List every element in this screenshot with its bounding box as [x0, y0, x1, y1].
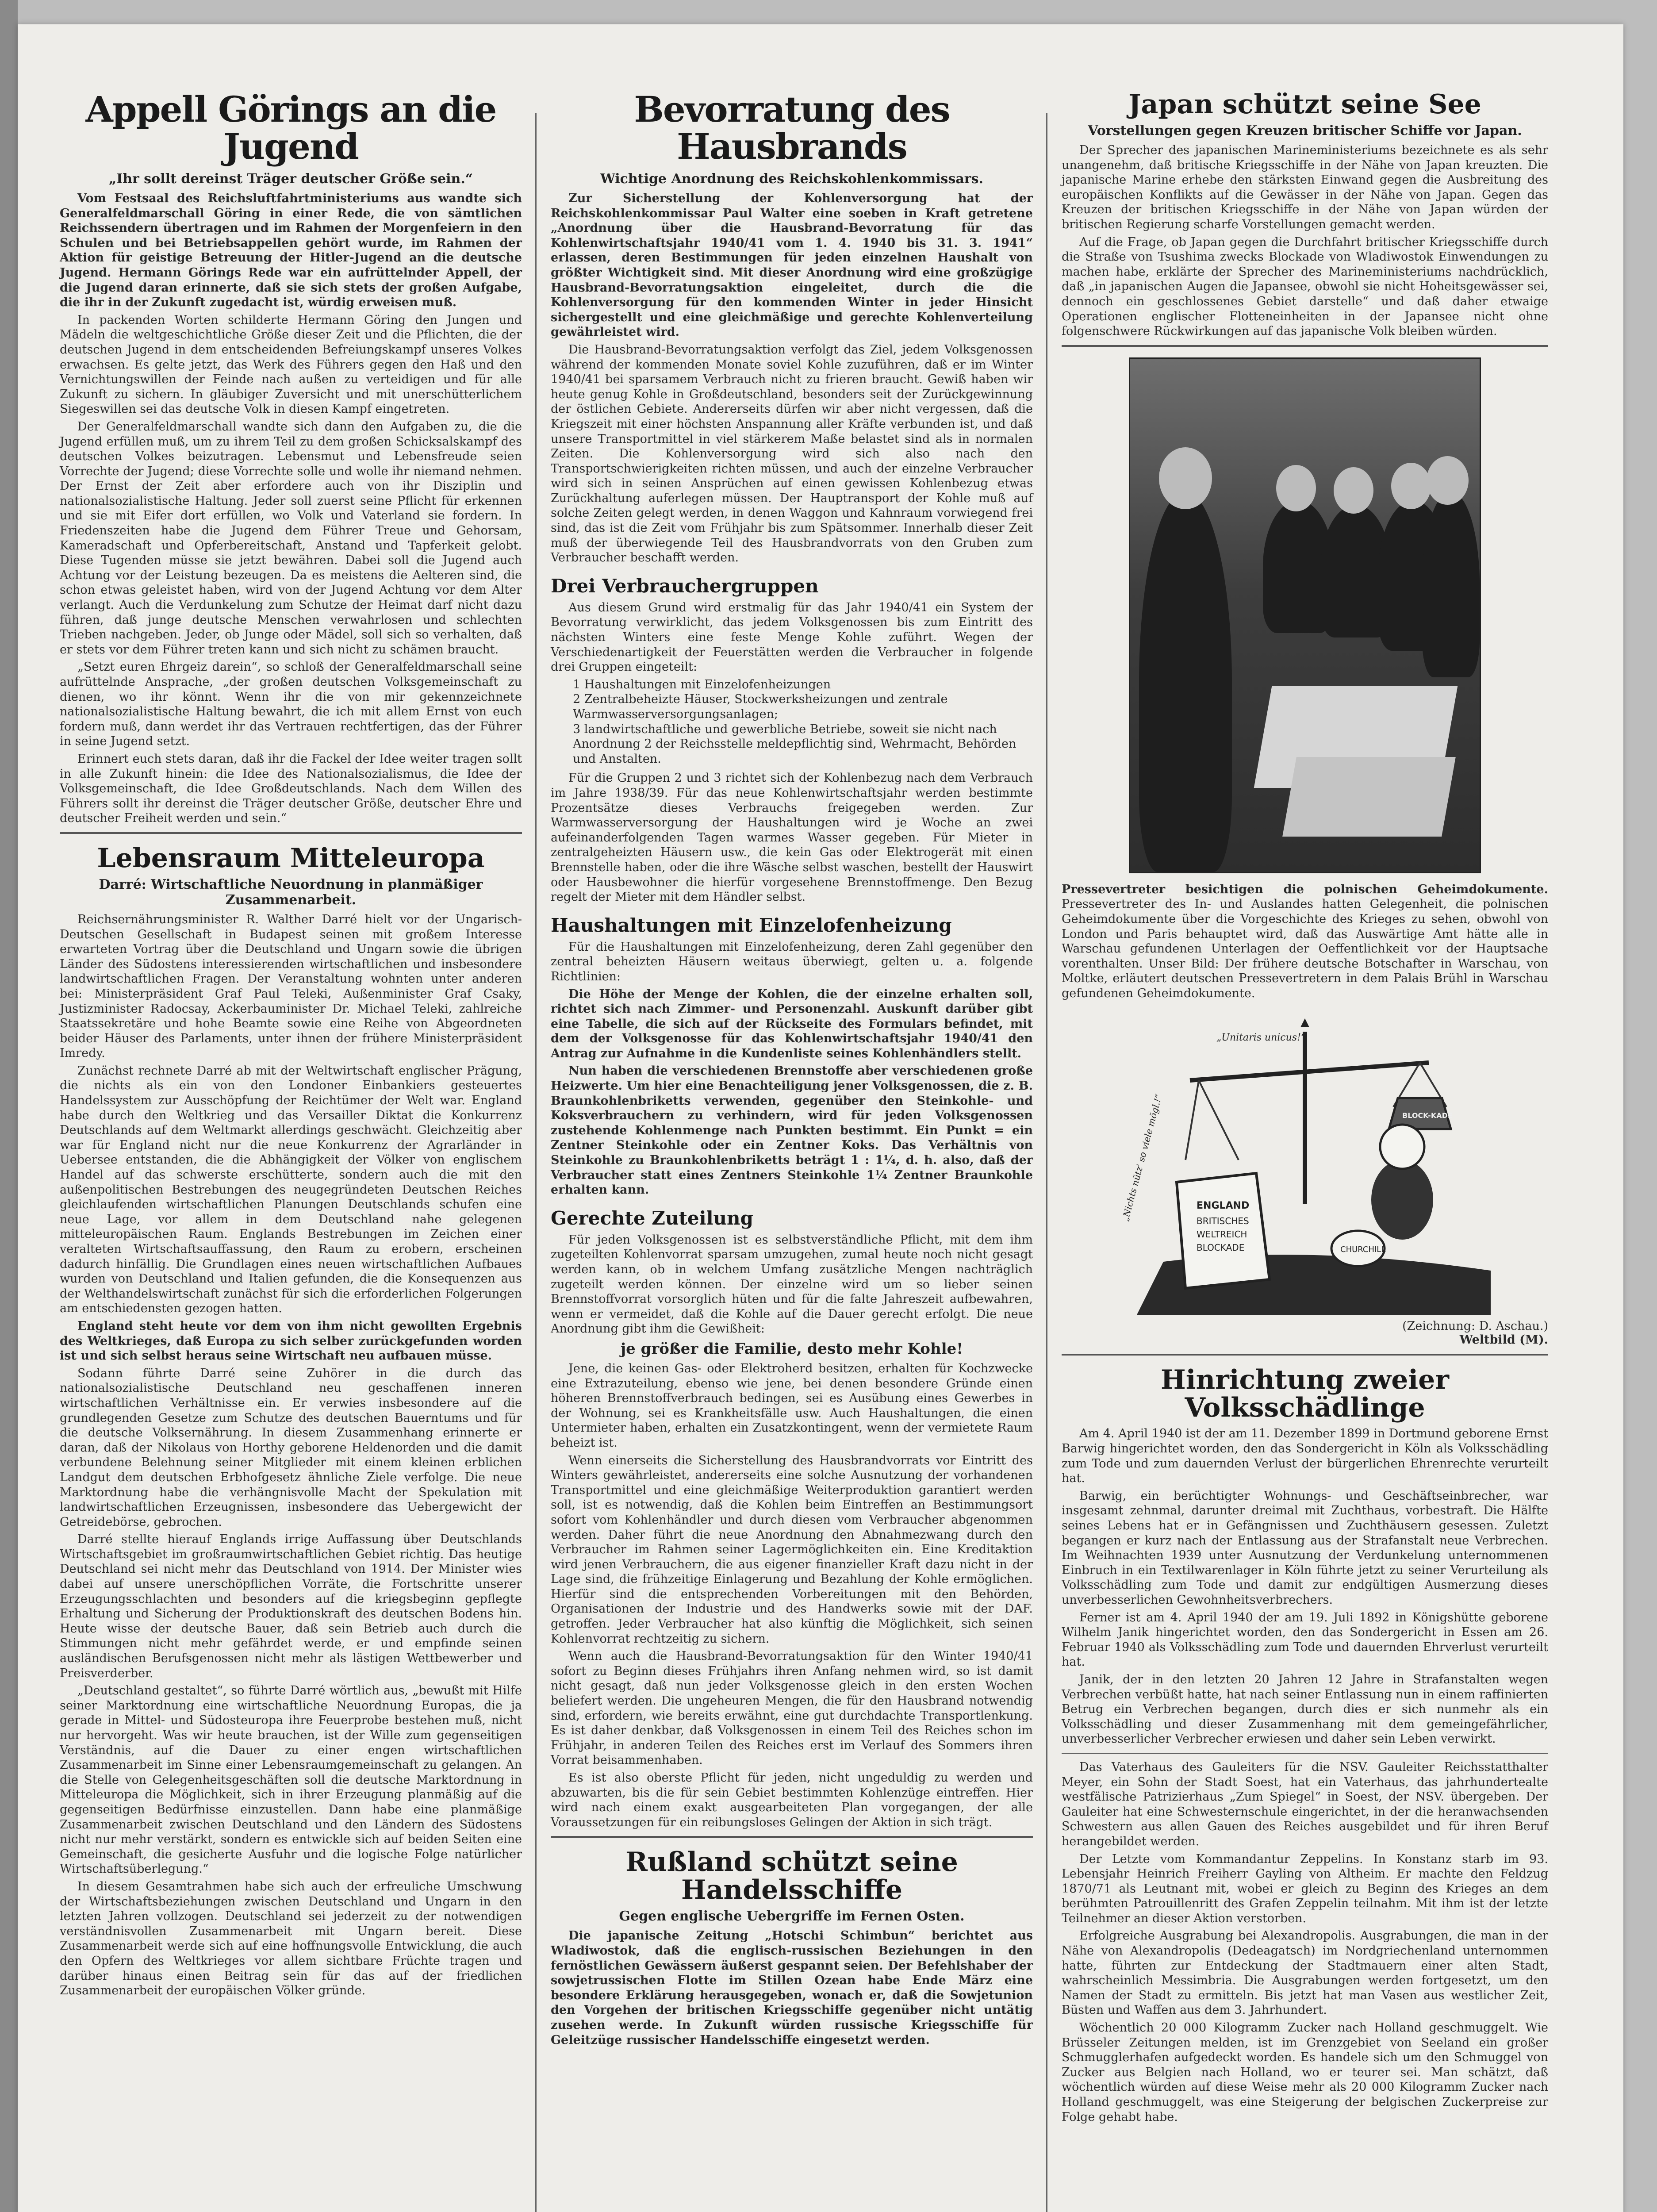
paragraph: Darré stellte hierauf Englands irrige Auffassung über Deutschlands Wirtschaftsgebiet im großraumwirtschaftlichen Gebiet richtig. Das heutige Deutschland sei nicht mehr das Deutschland von 1914. Der Minister wies dabei auf unsere unerschöpflichen Vorräte, die Fortschritte unserer Erzeugungsschlachten und besonders auf die kriegsbeginn gepflegte Erhaltung und Sicherung der Produktionskraft des deutschen Bodens hin. Heute wisse der deutsche Bauer, daß sein Betrieb auch durch die Stimmungen nicht mehr gefährdet werde, er und empfinde seinen ausländischen Berufsgenossen nicht mehr als lästigen Wettbewerber und Preisverderber.	[60, 1532, 522, 1680]
paragraph: Der Generalfeldmarschall wandte sich dann den Aufgaben zu, die die Jugend erfüllen muß, um zu ihrem Teil zu dem großen Schicksalskampf des deutschen Volkes beizutragen. Lebensmut und Lebensfreude seien Vorrechte der Jugend; diese Vorrechte solle und wolle ihr niemand nehmen. Der Ernst der Zeit aber erfordere auch von ihr Disziplin und nationalsozialistische Haltung. Jeder soll zuerst seine Pflicht für erkennen und sie mit Eifer dort erfüllen, wo Volk und Vaterland sie fordern. In Friedenszeiten habe die Jugend dem Führer Treue und Gehorsam, Kameradschaft und Opferbereitschaft, Anstand und Tapferkeit gelobt. Diese Tugenden müsse sie jetzt bewähren. Dabei soll die Jugend auch Achtung vor der Leistung bezeugen. Da es meistens die Aelteren sind, die schon etwas geleistet haben, wird von der Jugend Achtung vor dem Alter verlangt. Auch die Verdunkelung zum Schutze der Heimat darf nicht dazu führen, daß junge deutsche Menschen verwahrlosen und schlechten Trieben nachgeben. Jeder, ob Junge oder Mädel, soll sich so verhalten, daß er stets vor dem Führer treten kann und sich nicht zu schämen braucht.	[60, 419, 522, 657]
paragraph: In packenden Worten schilderte Hermann Göring den Jungen und Mädeln die weltgeschichtliche Größe dieser Zeit und die Pflichten, die der deutschen Jugend in dem entscheidenden Befreiungskampf unseres Volkes erwachsen. Es gelte jetzt, das Werk des Führers gegen den Haß und den Vernichtungswillen der Feinde nach außen zu verteidigen und für alle Zukunft zu sichern. In gläubiger Zuversicht und mit unerschütterlichem Siegeswillen sei das deutsche Volk in diesen Kampf eingetreten.	[60, 313, 522, 416]
headline-goering: Appell Görings an die Jugend	[85, 88, 496, 167]
column-left	[60, 88, 522, 2001]
paragraph: Erinnert euch stets daran, daß ihr die Fackel der Idee weiter tragen sollt in alle Zukunft hinein: die Idee des Nationalsozialismus, die Idee der Volksgemeinschaft, die Idee Großdeutschlands. Nach dem Willen des Führers sollt ihr dereinst die Träger deutscher Größe, deutscher Ehre und deutscher Freiheit werden und sein.“	[60, 752, 522, 826]
cartoon-box-label: BLOCKADE	[1197, 1242, 1245, 1253]
paragraph: Die Höhe der Menge der Kohlen, die der einzelne erhalten soll, richtet sich nach Zimmer- und Personenzahl. Auskunft darüber gibt eine Tabelle, die sich auf der Rückseite des Formulars befindet, mit dem der Volksgenosse für das Kohlenwirtschaftsjahr 1940/41 den Antrag zur Aufnahme in die Kundenliste seines Kohlenhändlers stellt.	[551, 987, 1033, 1060]
cartoon-box-label: WELTREICH	[1197, 1229, 1247, 1240]
list-item: 2 Zentralbeheizte Häuser, Stockwerksheizungen und zentrale Warmwasserversorgungsanlagen;	[573, 692, 948, 721]
person-head	[1276, 465, 1316, 511]
section-rule	[551, 1836, 1033, 1838]
cartoon-drawing	[1110, 1014, 1500, 1315]
cartoon-box-label: BRITISCHES	[1197, 1216, 1249, 1227]
cartoon-figure-label: CHURCHILL	[1340, 1245, 1386, 1255]
section-rule	[1062, 1354, 1548, 1356]
headline-japan: Japan schützt seine See	[1128, 89, 1481, 120]
paragraph: Sodann führte Darré seine Zuhörer in die durch das nationalsozialistische Deutschland neu geschaffenen inneren wirtschaftlichen Verhältnisse ein. Er verwies insbesondere auf die grundlegenden Gesetze zum Schutze des deutschen Bauerntums und für die deutsche Volksernährung. In diesem Zusammenhang erinnerte er daran, daß der Nikolaus von Horthy geborene Heldenorden und die damit verbundene Belehnung seiner Mitglieder mit einem kleinen erblichen Landgut dem deutschen Erbhofgesetz ähnliche Ziele verfolge. Die neue Marktordnung habe die verhängnisvolle Macht der Spekulation mit landwirtschaftlichen Erzeugnissen, insbesondere das Uebergewicht der Getreidebörse, gebrochen.	[60, 1366, 522, 1529]
paragraph: Barwig, ein berüchtigter Wohnungs- und Geschäftseinbrecher, war insgesamt zehnmal, darunter dreimal mit Zuchthaus, vorbestraft. Die Hälfte seines Lebens hat er in Gefängnissen und Zuchthäusern gesessen. Zuletzt begangen er kurz nach der Entlassung aus der Strafanstalt neue Verbrechen. Im Weihnachten 1939 unter Ausnutzung der Verdunkelung unternommenen Einbruch in ein Textilwarenlager in Köln führte jetzt zu seiner Verurteilung als Volksschädling zum Tode und damit zur endgültigen Ausmerzung dieses unverbesserlichen Gewohnheitsverbrechers.	[1062, 1489, 1548, 1607]
news-item: Wöchentlich 20 000 Kilogramm Zucker nach Holland geschmuggelt. Wie Brüsseler Zeitungen melden, ist im Grenzgebiet von Seeland ein großer Schmugglerhafen aufgedeckt worden. Es handele sich um den Schmuggel von Zucker aus Belgien nach Holland, wo er teurer sei. Man schätzt, daß wöchentlich würden auf diese Weise mehr als 20 000 Kilogramm Zucker nach Holland geschmuggelt, was eine Steigerung der belgischen Zuckerpreise zur Folge gehabt habe.	[1062, 2021, 1548, 2124]
document-pile	[1282, 757, 1456, 837]
section-heading: Haushaltungen mit Einzelofenheizung	[551, 914, 952, 936]
subheadline-goering: „Ihr sollt dereinst Träger deutscher Größe sein.“	[108, 171, 473, 187]
slogan: je größer die Familie, desto mehr Kohle!	[620, 1340, 963, 1358]
paragraph: „Setzt euren Ehrgeiz darein“, so schloß der Generalfeldmarschall seine aufrüttelnde Ansprache, „der großen deutschen Volksgemeinschaft zu dienen, wo ihr könnt. Wenn ihr die von mir gekennzeichnete nationalsozialistische Haltung bewahrt, die ich mit allem Ernst von euch fordern muß, dann werdet ihr das Vertrauen rechtfertigen, das der Führer in seine Jugend setzt.	[60, 660, 522, 749]
cartoon-credit-agency: Weltbild (M).	[1459, 1333, 1548, 1347]
paragraph: Zur Sicherstellung der Kohlenversorgung hat der Reichskohlenkommissar Paul Walter eine soeben in Kraft getretene „Anordnung über die Hausbrand-Bevorratung für das Kohlenwirtschaftsjahr 1940/41 vom 1. 4. 1940 bis 31. 3. 1941“ erlassen, deren Bestimmungen für jeden einzelnen Haushalt von größter Wichtigkeit sind. Mit dieser Anordnung wird eine großzügige Hausbrand-Bevorratungsaktion eingeleitet, durch die die Kohlenversorgung für den kommenden Winter in jeder Hinsicht sichergestellt und eine gleichmäßige und gerechte Kohlenverteilung gewährleistet wird.	[551, 192, 1033, 339]
paragraph: Jene, die keinen Gas- oder Elektroherd besitzen, erhalten für Kochzwecke eine Extrazuteilung, ebenso wie jene, bei denen besondere Gründe einen höheren Brennstoffverbrauch bedingen, sei es Ausübung eines Gewerbes in der Wohnung, sei es Krankheitsfälle usw. Auch Haushaltungen, die einen Untermieter haben, erhalten ein Zusatzkontingent, wenn der vermietete Raum beheizt ist.	[551, 1361, 1033, 1450]
column-right	[1062, 91, 1548, 2127]
paragraph: England steht heute vor dem von ihm nicht gewollten Ergebnis des Weltkrieges, daß Europa zu sich selber zurückgefunden worden ist und sich selbst heraus seine Wirtschaft neu aufbauen müsse.	[60, 1319, 522, 1363]
subheadline-hausbrand: Wichtige Anordnung des Reichskohlenkommissars.	[600, 171, 983, 187]
cartoon-credit-artist: (Zeichnung: D. Aschau.)	[1402, 1319, 1548, 1333]
cartoon-caption-top: „Unitaris unicus!“	[1216, 1032, 1306, 1044]
photo-caption-text: Pressevertreter des In- und Auslandes hatten Gelegenheit, die polnischen Geheimdokumente über die Vorgeschichte des Krieges zu sehen, obwohl von London und Paris behauptet wird, daß das Auswärtige Amt hätte alle in Warschau gefundenen Unterlagen der Oeffentlichkeit vor der Hauptsache vorenthalten. Unser Bild: Der frühere deutsche Botschafter in Warschau, von Moltke, erläutert deutschen Pressevertretern in dem Palais Brühl in Warschau gefundenen Geheimdokumente.	[1062, 897, 1548, 1000]
paragraph: Zunächst rechnete Darré ab mit der Weltwirtschaft englischer Prägung, die nichts als ein von den Londoner Einbankiers gesteuertes Handelssystem zur Ausschöpfung der Reichtümer der Welt war. England habe durch den Weltkrieg und das Versailler Diktat die Konkurrenz Deutschlands auf dem Weltmarkt allerdings geschwächt. Gleichzeitig aber war für England nicht nur die neue Konkurrenz der Agrarländer in Uebersee entstanden, die die Abhängigkeit der Völker von englischem Handel auf das schwerste erschütterte, sondern auch die mit den außenpolitischen Bestrebungen des neugegründeten Deutschen Reiches gleichlaufenden wirtschaftlichen Planungen Deutschlands schufen eine neue Lage, vor allem in dem Deutschland nahe gelegenen mitteleuropäischen Raum. Englands Bestrebungen im Zeichen einer veralteten Wirtschaftsauffassung, den Raum zu erobern, erscheinen dadurch hinfällig. Die Grundlagen eines neuen wirtschaftlichen Aufbaues wurden von Deutschland und Italien gefunden, die die Konsequenzen aus der Welthandelswirtschaft zunächst für sich die erforderlichen Folgerungen am entschiedensten gezogen hatten.	[60, 1064, 522, 1316]
paragraph: Die Hausbrand-Bevorratungsaktion verfolgt das Ziel, jedem Volksgenossen während der kommenden Monate soviel Kohle zuzuführen, daß er im Winter 1940/41 bei sparsamem Verbrauch nicht zu frieren braucht. Gewiß haben wir heute genug Kohle in Großdeutschland, besonders seit der Zurückgewinnung der östlichen Gebiete. Andererseits dürfen wir aber nicht vergessen, daß die Kriegszeit mit einer höchsten Anspannung aller Kräfte verbunden ist, und daß unsere Transportmittel in viel stärkerem Maße belastet sind als in normalen Zeiten. Die Kohlenversorgung wird sich also nach den Transportschwierigkeiten richten müssen, und auch der einzelne Verbraucher wird sich in seinen Ansprüchen auf einen gewissen Kohlenbezug etwas Zurückhaltung auferlegen müssen. Der Hauptransport der Kohle muß auf solche Zeiten gelegt werden, in denen Waggon und Kahnraum vorwiegend frei sind, das ist die Zeit vom Frühjahr bis zum Spätsommer. Innerhalb dieser Zeit muß der überwiegende Teil des Hausbrandvorrats von den Gruben zum Verbraucher beschafft werden.	[551, 342, 1033, 565]
paragraph: Ferner ist am 4. April 1940 der am 19. Juli 1892 in Königshütte geborene Wilhelm Janik hingerichtet worden, den das Sondergericht in Essen am 26. Februar 1940 als Volksschädling zum Tode und dauernden Ehrverlust verurteilt hat.	[1062, 1610, 1548, 1669]
section-heading: Gerechte Zuteilung	[551, 1207, 753, 1229]
paragraph: „Deutschland gestaltet“, so führte Darré wörtlich aus, „bewußt mit Hilfe seiner Marktordnung eine wirtschaftliche Neuordnung Europas, die ja gerade in Mittel- und Südosteuropa ihre Feuerprobe bestehen muß, nicht nur hervorgeht. Was wir heute brauchen, ist der Wille zum gegenseitigen Verständnis, auf die Dauer zu einer engen wirtschaftlichen Zusammenarbeit im Sinne einer Lebensraumgemeinschaft zu gelangen. An die Stelle von Gelegenheitsgeschäften soll die deutsche Marktordnung in Mitteleuropa die Möglichkeit, sich in ihrer Erzeugung planmäßig auf die gegenseitigen Bedürfnisse einzustellen. Dann habe eine planmäßige Zusammenarbeit zwischen Deutschland und den Ländern des Südostens nicht nur mehr verstärkt, sondern es entwickle sich auf beiden Seiten eine Gemeinschaft, die gesicherte Ausfuhr und die logische Folge natürlicher Wirtschaftsüberlegung.“	[60, 1684, 522, 1876]
cartoon-box-label: ENGLAND	[1197, 1200, 1250, 1212]
paragraph: Es ist also oberste Pflicht für jeden, nicht ungeduldig zu werden und abzuwarten, bis die für sein Gebiet bestimmten Kohlenzüge eintreffen. Hier wird nach einem exakt ausgearbeiteten Plan vorgegangen, der alle Voraussetzungen für ein reibungsloses Gelingen der Aktion in sich trägt.	[551, 1771, 1033, 1829]
group-list	[573, 677, 1033, 767]
headline-russland: Rußland schützt seine Handelsschiffe	[625, 1847, 958, 1906]
paragraph: Die japanische Zeitung „Hotschi Schimbun“ berichtet aus Wladiwostok, daß die englisch-russischen Beziehungen in den fernöstlichen Gewässern äußerst gespannt seien. Der Befehlshaber der sowjetrussischen Flotte im Stillen Ozean habe Ende März eine besondere Erklärung herausgegeben, wonach er, daß die Sowjetunion den Vorgehen der britischen Kriegsschiffe gegenüber nicht untätig zusehen werde. In Zukunft würden russische Kriegsschiffe für Geleitzüge russischer Handelsschiffe eingesetzt werden.	[551, 1929, 1033, 2047]
headline-lebensraum: Lebensraum Mitteleuropa	[97, 842, 485, 874]
paragraph: In diesem Gesamtrahmen habe sich auch der erfreuliche Umschwung der Wirtschaftsbeziehungen zwischen Deutschland und Ungarn in den letzten Jahren vollzogen. Deutschland sei jederzeit zu der notwendigen verständnisvollen Zusammenarbeit mit Ungarn bereit. Diese Zusammenarbeit werde sich auf eine hoffnungsvolle Entwicklung, die auch den Opfern des Weltkrieges vor allem sichtbare Früchte tragen und darüber hinaus einen Beitrag sein für das auf der friedlichen Zusammenarbeit der europäischen Völker gründe.	[60, 1879, 522, 1998]
cartoon-credit	[1062, 1319, 1548, 1347]
cartoon-caption-side: „Nichts nütz' so viele mögl.!“	[1120, 1093, 1164, 1223]
headline-hinrichtung: Hinrichtung zweier Volksschädlinge	[1161, 1364, 1449, 1424]
newspaper-page	[18, 24, 1623, 2212]
paragraph: Wenn einerseits die Sicherstellung des Hausbrandvorrats vor Eintritt des Winters gewährleistet, andererseits eine solche Ausnutzung der vorhandenen Transportmittel und eine gleichmäßige Weiterproduktion garantiert werden soll, ist es notwendig, daß die Kohlen beim Eintreffen an Bestimmungsort sofort vom Kohlenhändler und durch diesen vom Verbraucher abgenommen werden. Daher führt die neue Anordnung den Abnahmezwang durch den Verbraucher im Rahmen seiner Lagermöglichkeiten ein. Eine Kreditaktion wird jenen Verbrauchern, die aus eigener finanzieller Kraft dazu nicht in der Lage sind, die frühzeitige Einlagerung und Bezahlung der Kohle ermöglichen. Hierfür sind die entsprechenden Vorbereitungen mit den Behörden, Organisationen der Industrie und des Handwerks sowie mit der DAF. getroffen. Jeder Verbraucher hat also künftig die Möglichkeit, sich seinen Kohlenvorrat rechtzeitig zu sichern.	[551, 1453, 1033, 1646]
person-head	[1334, 467, 1373, 514]
person-head	[1159, 447, 1212, 509]
paragraph: Vom Festsaal des Reichsluftfahrtministeriums aus wandte sich Generalfeldmarschall Göring in einer Rede, die von sämtlichen Reichssendern übertragen und im Rahmen der Morgenfeiern in den Schulen und bei Betriebsappellen gehört wurde, im Rahmen der Aktion für geistige Betreuung der Hitler-Jugend an die deutsche Jugend. Hermann Görings Rede war ein aufrüttelnder Appell, der die Jugend daran erinnerte, daß sie sich stets der großen Aufgabe, die ihr in der Zukunft zugedacht ist, würdig erweisen muß.	[60, 192, 522, 310]
scan-edge	[0, 0, 18, 2212]
news-item: Das Vaterhaus des Gauleiters für die NSV. Gauleiter Reichsstatthalter Meyer, ein Sohn der Stadt Soest, hat ein Vaterhaus, das jahrhundertealte westfälische Patrizierhaus „Zum Spiegel“ in Soest, der NSV. übergeben. Der Gauleiter hat eine Schwesternschule eingerichtet, in der die heranwachsenden Schwestern aus allen Gauen des Reiches ausgebildet und für ihren Beruf herangebildet werden.	[1062, 1760, 1548, 1848]
news-item: Der Letzte vom Kommandantur Zeppelins. In Konstanz starb im 93. Lebensjahr Heinrich Freiherr Gayling von Altheim. Er machte den Feldzug 1870/71 als Leutnant mit, wobei er gleich zu Beginn des Krieges an dem berühmten Patrouillenritt des Grafen Zeppelin teilnahm. Mit ihm ist der letzte Teilnehmer an dieser Aktion verstorben.	[1062, 1852, 1548, 1925]
photo-caption	[1062, 882, 1548, 1001]
paragraph: Janik, der in den letzten 20 Jahren 12 Jahre in Strafanstalten wegen Verbrechen verbüßt hatte, hat nach seiner Entlassung nun in einem raffinierten Betrug ein Verbrechen begangen, durch dies er sich nunmehr als ein Volksschädling und dieser Zusammenhang mit dem gemeingefährlicher, unverbesserlicher Verbrecher erwiesen und daher sein Leben verwirkt.	[1062, 1672, 1548, 1746]
paragraph: Der Sprecher des japanischen Marineministeriums bezeichnete es als sehr unangenehm, daß britische Kriegsschiffe in der Nähe von Japan kreuzten. Die japanische Marine erhebe den stärksten Einwand gegen die Ausbreitung des europäischen Konflikts auf die Gewässer in der Nähe von Japan. Gegen das Kreuzen der britischen Kriegsschiffe in der Nähe von Japan würden der britischen Regierung scharfe Vorstellungen gemacht werden.	[1062, 143, 1548, 231]
person-figure	[1139, 492, 1232, 872]
subheadline-lebensraum: Darré: Wirtschaftliche Neuordnung in planmäßiger Zusammenarbeit.	[99, 876, 483, 908]
list-item: 3 landwirtschaftliche und gewerbliche Betriebe, soweit sie nicht nach Anordnung 2 der Reichsstelle meldepflichtig sind, Wehrmacht, Behörden und Anstalten.	[573, 722, 1016, 766]
headline-hausbrand: Bevorratung des Hausbrands	[634, 88, 950, 167]
section-rule	[60, 832, 522, 834]
paragraph: Auf die Frage, ob Japan gegen die Durchfahrt britischer Kriegsschiffe durch die Straße von Tsushima zwecks Blockade von Wladiwostok Einwendungen zu machen habe, erklärte der Sprecher des Marineministeriums nachdrücklich, daß „in japanischen Augen die Japansee, obwohl sie nicht Hoheitsgewässer sei, dennoch ein geschlossenes Gebiet darstelle“ und daß daher etwaige Operationen englischer Flotteneinheiten in der Japansee nicht ohne folgenschwere Rückwirkungen auf das japanische Volk bleiben würden.	[1062, 235, 1548, 338]
person-figure	[1422, 492, 1480, 677]
list-item: 1 Haushaltungen mit Einzelofenheizungen	[573, 677, 831, 691]
paragraph: Für jeden Volksgenossen ist es selbstverständliche Pflicht, mit dem ihm zugeteilten Kohlenvorrat sparsam umzugehen, zumal heute noch nicht gesagt werden kann, ob in welchem Umfang zusätzliche Mengen nachträglich zugeteilt werden können. Der einzelne wird um so lieber seinen Brennstoffvorrat vorsorglich hüten und für die falte Jahreszeit aufbewahren, wenn er vermeidet, daß die Kohle auf die Dauer gerecht erfolgt. Die neue Anordnung gibt ihm die Gewißheit:	[551, 1233, 1033, 1336]
paragraph: Für die Gruppen 2 und 3 richtet sich der Kohlenbezug nach dem Verbrauch im Jahre 1938/39. Für das neue Kohlenwirtschaftsjahr werden bestimmte Prozentsätze dieses Verbrauchs freigegeben werden. Zur Warmwasserversorgung der Haushaltungen wird je Woche an zwei aufeinanderfolgenden Tagen warmes Wasser gegeben. Für Mieter in zentralgeheizten Häusern usw., die kein Gas oder Elektrogerät mit einen Brennstelle haben, oder die ihre Wäsche selbst waschen, bestellt der Hauswirt oder Hausbewohner die hierfür vorgesehene Brennstoffmenge. Den Bezug regelt der Mieter mit dem Händler selbst.	[551, 771, 1033, 904]
paragraph: Nun haben die verschiedenen Brennstoffe aber verschiedenen große Heizwerte. Um hier eine Benachteiligung jener Volksgenossen, die z. B. Braunkohlenbriketts verwenden, gegenüber den Steinkohle- und Koksverbrauchern zu verhindern, wird für jeden Volksgenossen zustehende Kohlenmenge nach Punkten bestimmt. Ein Punkt = ein Zentner Steinkohle oder ein Zentner Koks. Das Verhältnis von Steinkohle zu Braunkohlenbriketts beträgt 1 : 1¼, d. h. also, daß der Verbraucher statt eines Zentners Steinkohle 1¼ Zentner Braunkohle erhalten kann.	[551, 1064, 1033, 1197]
section-heading: Drei Verbrauchergruppen	[551, 575, 819, 597]
column-middle	[551, 88, 1033, 2050]
column-rule-2	[1046, 113, 1047, 2212]
cartoon-weight-label: BLOCK-KADE	[1402, 1111, 1453, 1120]
news-item: Erfolgreiche Ausgrabung bei Alexandropolis. Ausgrabungen, die man in der Nähe von Alexandropolis (Dedeagatsch) im Nordgriechenland unternommen hatte, führten zur Entdeckung der Stadtmauern einer alten Stadt, wahrscheinlich Messimbria. Die Ausgrabungen werden fortgesetzt, um den Namen der Stadt zu ermitteln. Bis jetzt hat man Vasen aus westlicher Zeit, Büsten und Waffen aus dem 3. Jahrhundert.	[1062, 1929, 1548, 2017]
person-head	[1427, 456, 1469, 505]
section-rule	[1062, 1753, 1548, 1754]
press-photo	[1129, 357, 1481, 873]
subheadline-russland: Gegen englische Uebergriffe im Fernen Osten.	[619, 1909, 965, 1924]
paragraph: Für die Haushaltungen mit Einzelofenheizung, deren Zahl gegenüber den zentral beheizten Häusern weitaus überwiegt, gelten u. a. folgende Richtlinien:	[551, 940, 1033, 983]
section-rule	[1062, 345, 1548, 347]
person-head	[1391, 463, 1431, 509]
paragraph: Reichsernährungsminister R. Walther Darré hielt vor der Ungarisch-Deutschen Gesellschaft in Budapest seinen mit großem Interesse erwarteten Vortrag über die Deutschland und Ungarn sowie die übrigen Länder des Südostens interessierenden wirtschaftlichen und insbesondere landwirtschaftlichen Fragen. Der Veranstaltung wohnten unter anderen bei: Ministerpräsident Graf Paul Teleki, Außenminister Graf Csaky, Justizminister Radocsay, Ackerbauminister Dr. Michael Teleki, zahlreiche Staatssekretäre und hohe Beamte sowie eine Reihe von Abgeordneten beider Häuser des Parlaments, unter ihnen der frühere Ministerpräsident Imredy.	[60, 912, 522, 1060]
paragraph: Wenn auch die Hausbrand-Bevorratungsaktion für den Winter 1940/41 sofort zu Beginn dieses Frühjahrs ihren Anfang nehmen wird, so ist damit nicht gesagt, daß nun jeder Volksgenosse gleich in den ersten Wochen beliefert werden. Die ungeheuren Mengen, die für den Hausbrand notwendig sind, erfordern, wie bereits erwähnt, eine gut durchdachte Transportlenkung. Es ist daher denkbar, daß Volksgenossen in einem Teil des Reiches schon im Frühjahr, in anderen Teilen des Reiches erst im Verlauf des Sommers ihren Vorrat beisammenhaben.	[551, 1649, 1033, 1767]
column-rule-1	[535, 113, 537, 2212]
paragraph: Am 4. April 1940 ist der am 11. Dezember 1899 in Dortmund geborene Ernst Barwig hingerichtet worden, den das Sondergericht in Köln als Volksschädling zum Tode und zum dauernden Verlust der bürgerlichen Ehrenrechte verurteilt hat.	[1062, 1427, 1548, 1486]
subheadline-japan: Vorstellungen gegen Kreuzen britischer Schiffe vor Japan.	[1088, 123, 1522, 138]
photo-caption-title: Pressevertreter besichtigen die polnischen Geheimdokumente.	[1062, 882, 1548, 896]
political-cartoon	[1110, 1014, 1500, 1315]
paragraph: Aus diesem Grund wird erstmalig für das Jahr 1940/41 ein System der Bevorratung verwirklicht, das jedem Volksgenossen bis zum Eintritt des nächsten Winters eine feste Menge Kohle zuführt. Wegen der Verschiedenartigkeit der Feuerstätten werden die Verbraucher in folgende drei Gruppen eingeteilt:	[551, 600, 1033, 674]
